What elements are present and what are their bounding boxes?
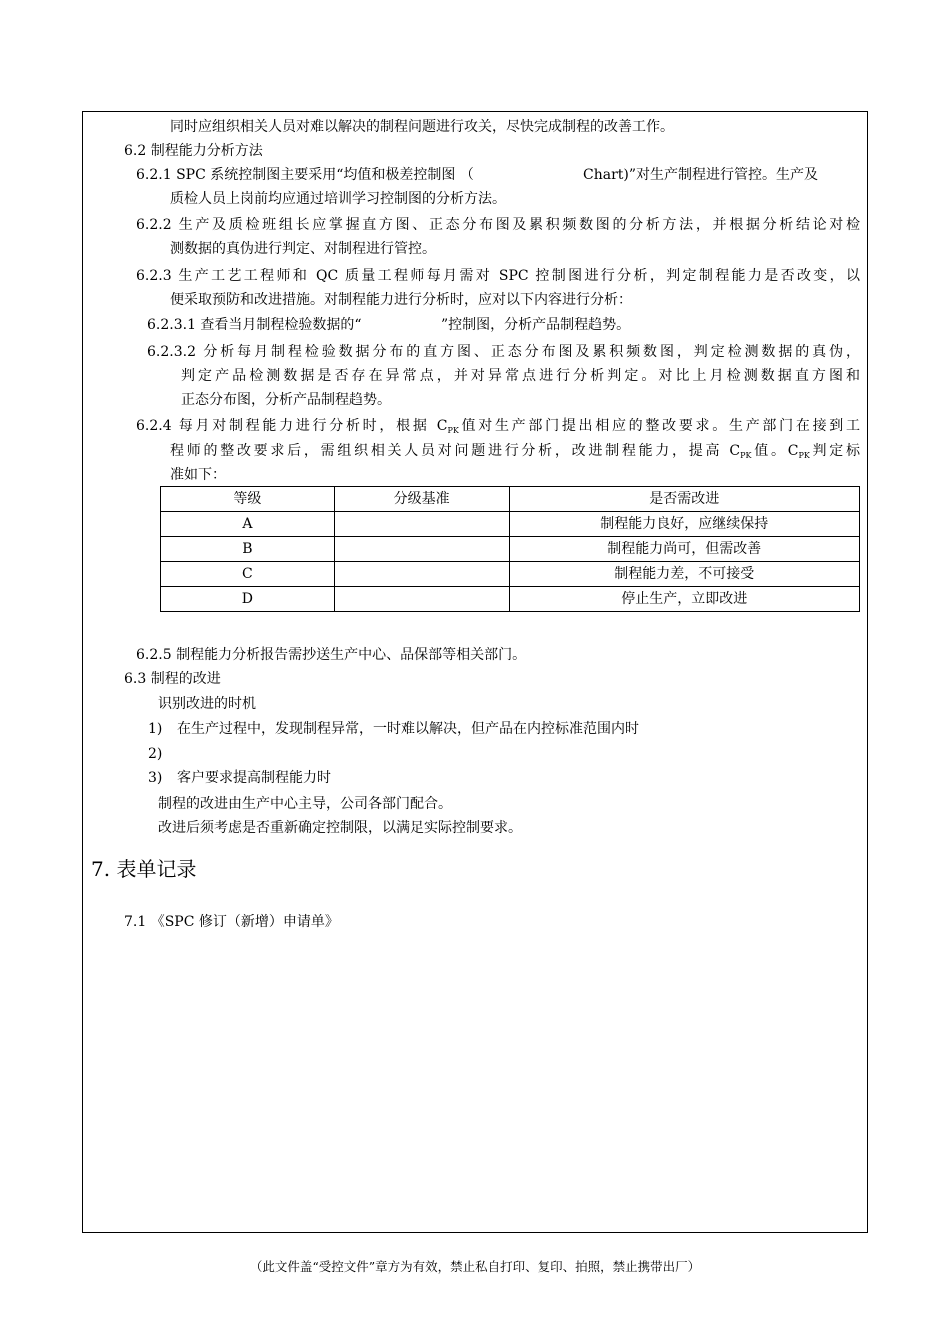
para-6-2-3-2-line2: 判定产品检测数据是否存在异常点，并对异常点进行分析判定。对比上月检测数据直方图和 xyxy=(181,368,860,384)
footer-note: （此文件盖“受控文件”章方为有效，禁止私自打印、复印、拍照，禁止携带出厂） xyxy=(249,1259,701,1274)
para-6-2-1-part2: Chart)”对生产制程进行管控。生产及 xyxy=(583,167,819,183)
list-item-number: 3) xyxy=(148,770,163,786)
para-6-2-1-line2: 质检人员上岗前均应通过培训学习控制图的分析方法。 xyxy=(170,191,506,207)
para-6-2-3-line1: 6.2.3 生产工艺工程师和 QC 质量工程师每月需对 SPC 控制图进行分析，判定制程能力是否改变，以 xyxy=(136,268,860,284)
table-row xyxy=(161,512,860,537)
subscript-pk: PK xyxy=(447,426,459,435)
table-header-row xyxy=(161,487,860,512)
list-item-number: 2) xyxy=(148,746,163,762)
list-item-text: 在生产过程中，发现制程异常，一时难以解决，但产品在内控标准范围内时 xyxy=(177,721,639,737)
paragraph-line: 制程的改进由生产中心主导，公司各部门配合。 xyxy=(158,796,452,812)
header-grade: 等级 xyxy=(161,487,335,512)
criteria-cell xyxy=(334,537,509,562)
list-item-text: 客户要求提高制程能力时 xyxy=(177,770,331,786)
para-6-2-2-line2: 测数据的真伪进行判定、对制程进行管控。 xyxy=(170,241,436,257)
criteria-cell xyxy=(334,587,509,612)
para-6-2-3-line2: 便采取预防和改进措施。对制程能力进行分析时，应对以下内容进行分析： xyxy=(170,292,632,308)
grade-cell: C xyxy=(161,562,335,587)
header-criteria: 分级基准 xyxy=(334,487,509,512)
criteria-cell xyxy=(334,562,509,587)
paragraph-line: 同时应组织相关人员对难以解决的制程问题进行攻关，尽快完成制程的改善工作。 xyxy=(170,119,674,135)
header-improve: 是否需改进 xyxy=(509,487,860,512)
grade-cell: D xyxy=(161,587,335,612)
section-7-heading: 7. 表单记录 xyxy=(91,857,197,881)
paragraph-line: 改进后须考虑是否重新确定控制限，以满足实际控制要求。 xyxy=(158,820,522,836)
para-6-2-5: 6.2.5 制程能力分析报告需抄送生产中心、品保部等相关部门。 xyxy=(136,647,527,663)
grade-cell: B xyxy=(161,537,335,562)
improve-cell: 制程能力差，不可接受 xyxy=(509,562,860,587)
para-6-2-4-line1: 6.2.4 每月对制程能力进行分析时，根据 $C_{PK}$值对生产部门提出相应的整改要求。生产部门在接到工 xyxy=(136,418,861,435)
para-6-2-3-2-line1: 6.2.3.2 分析每月制程检验数据分布的直方图、正态分布图及累积频数图，判定检测数据的真伪， xyxy=(147,344,860,360)
para-6-2-2-line1: 6.2.2 生产及质检班组长应掌握直方图、正态分布图及累积频数图的分析方法，并根据分析结论对检 xyxy=(136,217,860,233)
list-item-number: 1) xyxy=(148,721,163,737)
form-item-7-1: 7.1 《SPC 修订（新增）申请单》 xyxy=(124,914,339,930)
grade-table xyxy=(160,486,860,612)
subscript-pk: PK xyxy=(740,451,752,460)
para-6-2-4-line3: 准如下： xyxy=(170,467,226,483)
para-6-2-3-1-part2: ”控制图，分析产品制程趋势。 xyxy=(441,317,631,333)
table-row xyxy=(161,587,860,612)
table-row xyxy=(161,537,860,562)
table-row xyxy=(161,562,860,587)
grade-cell: A xyxy=(161,512,335,537)
section-6-3-heading: 6.3 制程的改进 xyxy=(124,671,221,687)
improve-cell: 停止生产，立即改进 xyxy=(509,587,860,612)
para-6-2-3-2-line3: 正态分布图，分析产品制程趋势。 xyxy=(181,392,391,408)
subscript-pk: PK xyxy=(798,451,810,460)
para-6-2-4-line2: 程师的整改要求后，需组织相关人员对问题进行分析，改进制程能力，提高 $C_{PK}$值。$C_{PK}$判定标 xyxy=(170,443,861,460)
criteria-cell xyxy=(334,512,509,537)
improve-cell: 制程能力良好，应继续保持 xyxy=(509,512,860,537)
improve-cell: 制程能力尚可，但需改善 xyxy=(509,537,860,562)
identify-heading: 识别改进的时机 xyxy=(158,696,256,712)
para-6-2-3-1-part1: 6.2.3.1 查看当月制程检验数据的“ xyxy=(147,317,362,333)
para-6-2-1-part1: 6.2.1 SPC 系统控制图主要采用“均值和极差控制图 （ xyxy=(136,167,474,183)
section-6-2-heading: 6.2 制程能力分析方法 xyxy=(124,143,263,159)
